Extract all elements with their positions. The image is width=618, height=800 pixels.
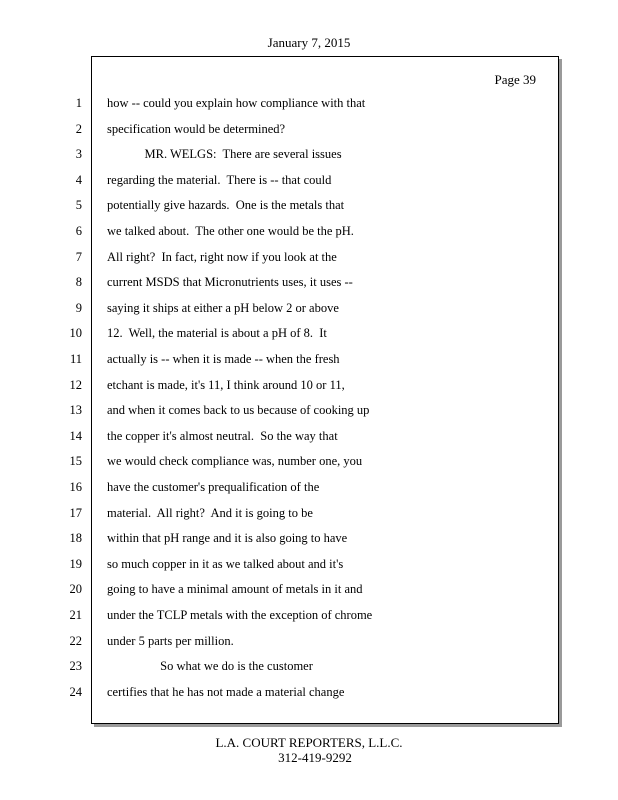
line-number: 22 xyxy=(69,634,82,648)
line-text: 12. Well, the material is about a pH of 8. It xyxy=(107,326,327,340)
line-text: All right? In fact, right now if you look at the xyxy=(107,250,337,264)
line-number: 18 xyxy=(69,531,82,545)
line-number: 15 xyxy=(69,454,82,468)
line-number: 17 xyxy=(69,506,82,520)
line-number: 14 xyxy=(69,429,82,443)
line-number: 9 xyxy=(75,301,82,315)
line-text: going to have a minimal amount of metals in it and xyxy=(107,582,363,596)
line-number: 1 xyxy=(75,96,82,110)
line-text: potentially give hazards. One is the metals that xyxy=(107,198,345,212)
line-text: within that pH range and it is also going to have xyxy=(107,531,348,545)
line-number: 16 xyxy=(69,480,82,494)
line-text: actually is -- when it is made -- when the fresh xyxy=(107,352,340,366)
line-number: 7 xyxy=(75,250,82,264)
court-reporter-phone: 312-419-9292 xyxy=(278,750,352,765)
line-text: current MSDS that Micronutrients uses, it uses -- xyxy=(107,275,353,289)
line-text: specification would be determined? xyxy=(107,122,286,136)
line-text: so much copper in it as we talked about and it's xyxy=(107,557,344,571)
line-number: 24 xyxy=(69,685,82,699)
line-number: 20 xyxy=(69,582,82,596)
line-number: 11 xyxy=(69,352,82,366)
transcript-date: January 7, 2015 xyxy=(267,35,351,50)
line-text: So what we do is the customer xyxy=(107,659,313,673)
line-number: 12 xyxy=(69,378,82,392)
line-text: under the TCLP metals with the exception of chrome xyxy=(107,608,373,622)
court-reporter-firm: L.A. COURT REPORTERS, L.L.C. xyxy=(215,735,403,750)
line-text: MR. WELGS: There are several issues xyxy=(107,147,342,161)
line-number: 21 xyxy=(69,608,82,622)
line-text: etchant is made, it's 11, I think around 10 or 11, xyxy=(107,378,345,392)
line-text: regarding the material. There is -- that could xyxy=(107,173,332,187)
line-text: have the customer's prequalification of the xyxy=(107,480,320,494)
line-number: 6 xyxy=(75,224,82,238)
page-number: Page 39 xyxy=(494,72,536,87)
line-number: 3 xyxy=(75,147,82,161)
line-text: the copper it's almost neutral. So the way that xyxy=(107,429,338,443)
line-number: 23 xyxy=(69,659,82,673)
line-text: certifies that he has not made a material change xyxy=(107,685,345,699)
line-number: 13 xyxy=(69,403,82,417)
line-text: under 5 parts per million. xyxy=(107,634,234,648)
line-number: 8 xyxy=(75,275,82,289)
line-text: how -- could you explain how compliance with that xyxy=(107,96,366,110)
line-text: material. All right? And it is going to be xyxy=(107,506,313,520)
line-number: 4 xyxy=(75,173,82,187)
line-number: 19 xyxy=(69,557,82,571)
line-number: 2 xyxy=(75,122,82,136)
line-text: saying it ships at either a pH below 2 or above xyxy=(107,301,339,315)
line-number: 10 xyxy=(69,326,82,340)
line-text: and when it comes back to us because of cooking up xyxy=(107,403,370,417)
line-text: we talked about. The other one would be the pH. xyxy=(107,224,354,238)
line-number: 5 xyxy=(75,198,82,212)
line-text: we would check compliance was, number one, you xyxy=(107,454,363,468)
